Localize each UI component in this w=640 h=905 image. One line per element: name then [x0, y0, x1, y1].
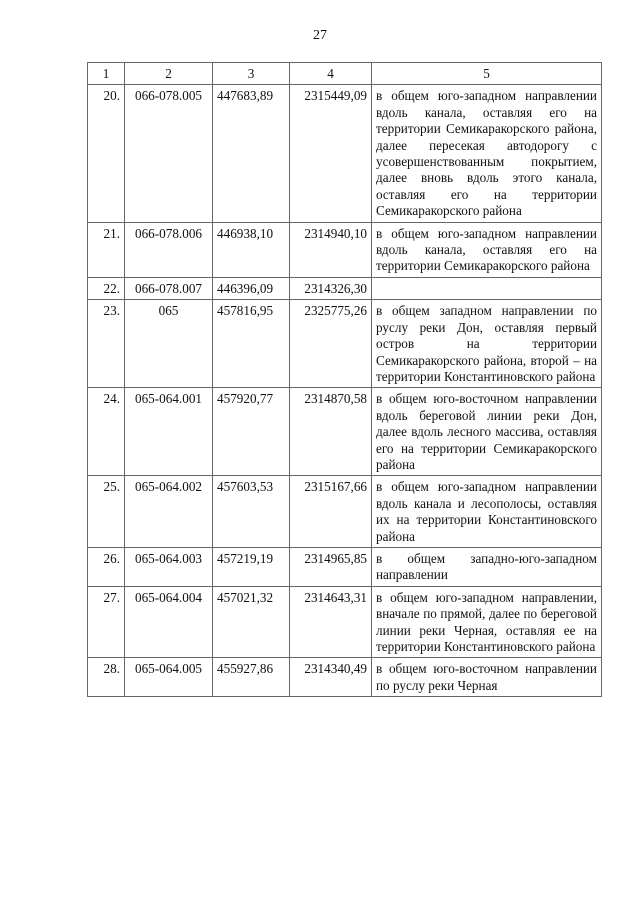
point-code-cell: 065-064.005	[125, 658, 213, 697]
boundary-description-cell: в общем юго-восточном направлении вдоль береговой линии реки Дон, далее вдоль лесного массива, оставляя его на территории Семикаракорского района	[372, 388, 602, 476]
row-number-cell: 26.	[88, 547, 125, 586]
table-row	[88, 222, 602, 277]
header-col-3: 3	[213, 63, 290, 85]
row-number-cell: 24.	[88, 388, 125, 476]
row-number-cell: 23.	[88, 300, 125, 388]
y-coordinate-cell: 2315167,66	[290, 476, 372, 548]
point-code-cell: 065-064.004	[125, 586, 213, 658]
y-coordinate-cell: 2314965,85	[290, 547, 372, 586]
y-coordinate-cell: 2314940,10	[290, 222, 372, 277]
y-coordinate-cell: 2325775,26	[290, 300, 372, 388]
y-coordinate-cell: 2314340,49	[290, 658, 372, 697]
x-coordinate-cell: 457021,32	[213, 586, 290, 658]
point-code-cell: 066-078.006	[125, 222, 213, 277]
boundary-description-cell: в общем западно-юго-западном направлении	[372, 547, 602, 586]
point-code-cell: 066-078.007	[125, 277, 213, 299]
table-header-row	[88, 63, 602, 85]
x-coordinate-cell: 446396,09	[213, 277, 290, 299]
table-row	[88, 476, 602, 548]
y-coordinate-cell: 2314643,31	[290, 586, 372, 658]
boundary-description-cell: в общем юго-западном направлении, вначале по прямой, далее по береговой линии реки Черная, оставляя ее на территории Константиновского района	[372, 586, 602, 658]
table-row	[88, 586, 602, 658]
boundary-description-cell: в общем юго-западном направлении вдоль канала, оставляя его на территории Семикаракорского района	[372, 222, 602, 277]
y-coordinate-cell: 2314326,30	[290, 277, 372, 299]
row-number-cell: 27.	[88, 586, 125, 658]
boundary-description-cell: в общем юго-западном направлении вдоль канала и лесополосы, оставляя их на территории Константиновского района	[372, 476, 602, 548]
x-coordinate-cell: 457816,95	[213, 300, 290, 388]
header-col-4: 4	[290, 63, 372, 85]
table-row	[88, 547, 602, 586]
x-coordinate-cell: 446938,10	[213, 222, 290, 277]
point-code-cell: 065-064.001	[125, 388, 213, 476]
point-code-cell: 065-064.003	[125, 547, 213, 586]
point-code-cell: 065	[125, 300, 213, 388]
table-row	[88, 277, 602, 299]
x-coordinate-cell: 457219,19	[213, 547, 290, 586]
boundary-description-cell	[372, 277, 602, 299]
x-coordinate-cell: 455927,86	[213, 658, 290, 697]
x-coordinate-cell: 457920,77	[213, 388, 290, 476]
row-number-cell: 22.	[88, 277, 125, 299]
header-col-1: 1	[88, 63, 125, 85]
y-coordinate-cell: 2315449,09	[290, 85, 372, 222]
header-col-2: 2	[125, 63, 213, 85]
x-coordinate-cell: 457603,53	[213, 476, 290, 548]
point-code-cell: 066-078.005	[125, 85, 213, 222]
table-row	[88, 388, 602, 476]
x-coordinate-cell: 447683,89	[213, 85, 290, 222]
boundary-description-cell: в общем юго-западном направлении вдоль канала, оставляя его на территории Семикаракорского района, далее пересекая автодорогу с усовершенствованным покрытием, далее вновь вдоль этого канала, оставляя его на территории Семикаракорского района	[372, 85, 602, 222]
row-number-cell: 21.	[88, 222, 125, 277]
table-row	[88, 658, 602, 697]
point-code-cell: 065-064.002	[125, 476, 213, 548]
row-number-cell: 25.	[88, 476, 125, 548]
boundary-description-cell: в общем западном направлении по руслу реки Дон, оставляя первый остров на территории Семикаракорского района, второй – на территории Константиновского района	[372, 300, 602, 388]
boundary-points-table	[87, 62, 602, 697]
boundary-description-cell: в общем юго-восточном направлении по руслу реки Черная	[372, 658, 602, 697]
header-col-5: 5	[372, 63, 602, 85]
page-number: 27	[313, 28, 327, 43]
table-row	[88, 300, 602, 388]
table-row	[88, 85, 602, 222]
y-coordinate-cell: 2314870,58	[290, 388, 372, 476]
row-number-cell: 28.	[88, 658, 125, 697]
row-number-cell: 20.	[88, 85, 125, 222]
